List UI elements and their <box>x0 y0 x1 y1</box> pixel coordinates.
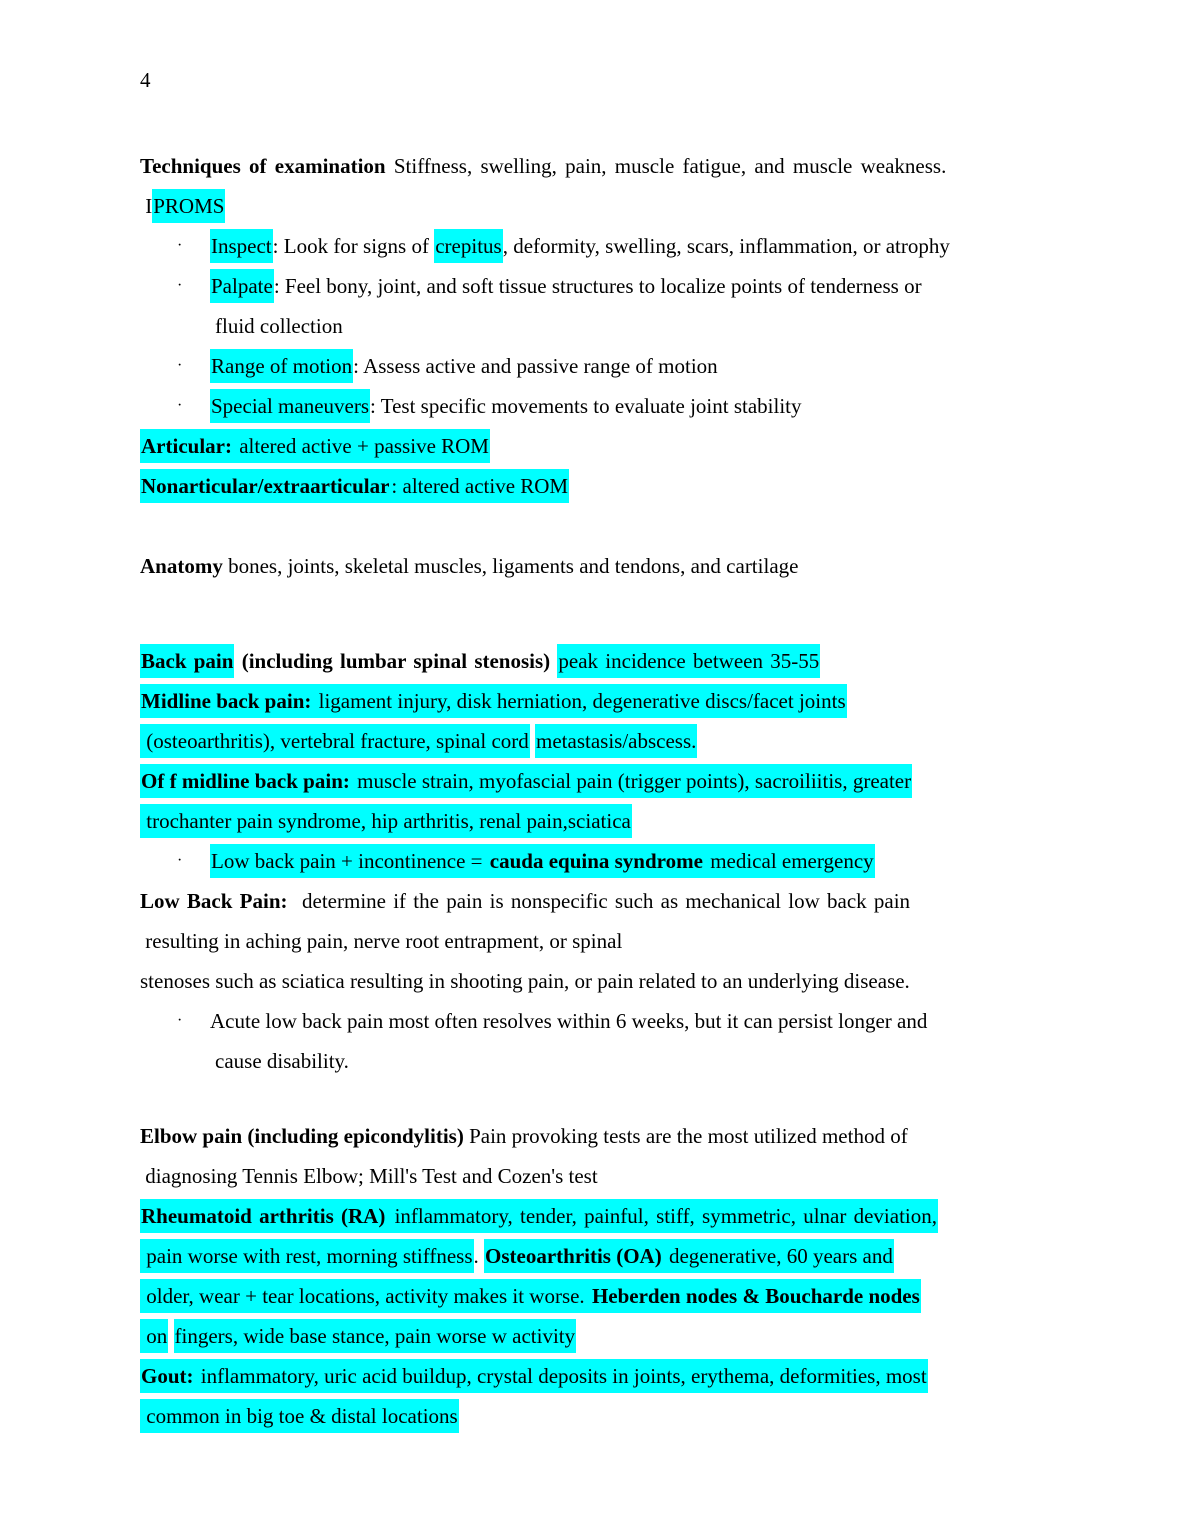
highlight-run: Palpate <box>210 269 274 303</box>
line-osteoarthritis-2 <box>140 1316 1052 1356</box>
highlight-run: PROMS <box>152 189 225 223</box>
bullet-palpate <box>140 266 1052 306</box>
highlight-run: degenerative, 60 years and <box>663 1239 894 1273</box>
page-number <box>140 60 1052 100</box>
line-rheumatoid-arthritis-2 <box>140 1236 1052 1276</box>
highlight-heading-run: Back pain <box>140 644 234 678</box>
highlight-run: metastasis/abscess. <box>535 724 697 758</box>
highlight-run: muscle strain, myofascial pain (trigger points), sacroiliitis, greater <box>351 764 912 798</box>
line-low-back-pain-1 <box>140 881 1052 921</box>
line-midline-back-pain-1 <box>140 681 1052 721</box>
text-run: fluid collection <box>215 314 343 338</box>
line-articular <box>140 426 1052 466</box>
text-run <box>168 1324 173 1348</box>
highlight-run: Special maneuvers <box>210 389 370 423</box>
text-run: diagnosing Tennis Elbow; Mill's Test and Cozen's test <box>140 1164 598 1188</box>
highlight-heading-run: Heberden nodes & Boucharde nodes <box>591 1279 921 1313</box>
para-techniques <box>140 146 1052 186</box>
highlight-run: (osteoarthritis), vertebral fracture, spinal cord <box>140 724 530 758</box>
line-back-pain <box>140 641 1052 681</box>
bullet-range-of-motion <box>140 346 1052 386</box>
line-fluid-collection <box>140 306 1052 346</box>
line-iproms <box>140 186 1052 226</box>
highlight-run: trochanter pain syndrome, hip arthritis, renal pain,sciatica <box>140 804 632 838</box>
text-run: , deformity, swelling, scars, inflammation, or atrophy <box>502 234 950 258</box>
text-run: Acute low back pain most often resolves within 6 weeks, but it can persist longer and <box>210 1009 928 1033</box>
highlight-run: Range of motion <box>210 349 353 383</box>
highlight-run: common in big toe & distal locations <box>140 1399 459 1433</box>
line-osteoarthritis-1 <box>140 1276 1052 1316</box>
highlight-run: crepitus <box>434 229 502 263</box>
heading-run: Low Back Pain: <box>140 889 288 913</box>
line-low-back-pain-3 <box>140 961 1052 1001</box>
highlight-run: on <box>140 1319 168 1353</box>
text-run: cause disability. <box>215 1049 349 1073</box>
bullet-marker: · <box>177 277 183 294</box>
highlight-run: Inspect <box>210 229 273 263</box>
line-elbow-pain-1 <box>140 1116 1052 1156</box>
highlight-run: peak incidence between 35-55 <box>557 644 820 678</box>
highlight-run: fingers, wide base stance, pain worse w activity <box>174 1319 577 1353</box>
page-number-text: 4 <box>140 68 151 92</box>
bullet-cauda-equina <box>140 841 1052 881</box>
heading-run: Anatomy <box>140 554 223 578</box>
text-run: : Assess active and passive range of motion <box>353 354 718 378</box>
text-run: : Look for signs of <box>272 234 435 258</box>
line-elbow-pain-2 <box>140 1156 1052 1196</box>
heading-run: Elbow pain (including epicondylitis) <box>140 1124 464 1148</box>
highlight-run: medical emergency <box>704 844 875 878</box>
line-gout-1 <box>140 1356 1052 1396</box>
bullet-marker: · <box>177 357 183 374</box>
heading-run: (including lumbar spinal stenosis) <box>234 649 558 673</box>
highlight-heading-run: Articular: <box>140 429 233 463</box>
highlight-heading-run: Gout: <box>140 1359 195 1393</box>
spacer <box>140 100 1052 146</box>
bullet-marker: · <box>177 1012 183 1029</box>
text-run: : Feel bony, joint, and soft tissue structures to localize points of tenderness or <box>273 274 922 298</box>
highlight-heading-run: Osteoarthritis (OA) <box>484 1239 663 1273</box>
line-anatomy <box>140 546 1052 586</box>
text-run: stenoses such as sciatica resulting in shooting pain, or pain related to an underlying disease. <box>140 969 910 993</box>
spacer <box>140 586 1052 641</box>
line-gout-2 <box>140 1396 1052 1436</box>
text-run: . <box>473 1244 484 1268</box>
text-run: : Test specific movements to evaluate joint stability <box>370 394 802 418</box>
highlight-run: : altered active ROM <box>390 469 569 503</box>
line-midline-back-pain-2 <box>140 721 1052 761</box>
bullet-marker: · <box>177 237 183 254</box>
text-run: Pain provoking tests are the most utilized method of <box>463 1124 908 1148</box>
spacer <box>140 506 1052 546</box>
highlight-run: inflammatory, tender, painful, stiff, symmetric, ulnar deviation, <box>386 1199 938 1233</box>
bullet-acute-low-back-pain <box>140 1001 1052 1041</box>
highlight-heading-run: Nonarticular/extraarticular <box>140 469 390 503</box>
line-nonarticular <box>140 466 1052 506</box>
text-run: I <box>140 194 153 218</box>
bullet-marker: · <box>177 397 183 414</box>
highlight-run: ligament injury, disk herniation, degenerative discs/facet joints <box>312 684 846 718</box>
highlight-heading-run: cauda equina syndrome <box>489 844 704 878</box>
text-run: Stiffness, swelling, pain, muscle fatigue, and muscle weakness. <box>385 154 947 178</box>
spacer <box>140 1081 1052 1116</box>
text-run: determine if the pain is nonspecific such as mechanical low back pain <box>287 889 911 913</box>
highlight-heading-run: Midline back pain: <box>140 684 312 718</box>
text-run: resulting in aching pain, nerve root entrapment, or spinal <box>140 929 623 953</box>
bullet-marker: · <box>177 852 183 869</box>
highlight-run: older, wear + tear locations, activity makes it worse. <box>140 1279 591 1313</box>
line-off-midline-back-pain-1 <box>140 761 1052 801</box>
bullet-inspect <box>140 226 1052 266</box>
text-run: bones, joints, skeletal muscles, ligaments and tendons, and cartilage <box>222 554 799 578</box>
highlight-run: altered active + passive ROM <box>233 429 490 463</box>
highlight-run: inflammatory, uric acid buildup, crystal deposits in joints, erythema, deformities, most <box>195 1359 928 1393</box>
line-rheumatoid-arthritis-1 <box>140 1196 1052 1236</box>
line-off-midline-back-pain-2 <box>140 801 1052 841</box>
highlight-heading-run: Of f midline back pain: <box>140 764 351 798</box>
line-cause-disability <box>140 1041 1052 1081</box>
bullet-special-maneuvers <box>140 386 1052 426</box>
line-low-back-pain-2 <box>140 921 1052 961</box>
highlight-heading-run: Rheumatoid arthritis (RA) <box>140 1199 386 1233</box>
highlight-run: pain worse with rest, morning stiffness <box>140 1239 474 1273</box>
heading-run: Techniques of examination <box>140 154 386 178</box>
highlight-run: Low back pain + incontinence = <box>210 844 489 878</box>
